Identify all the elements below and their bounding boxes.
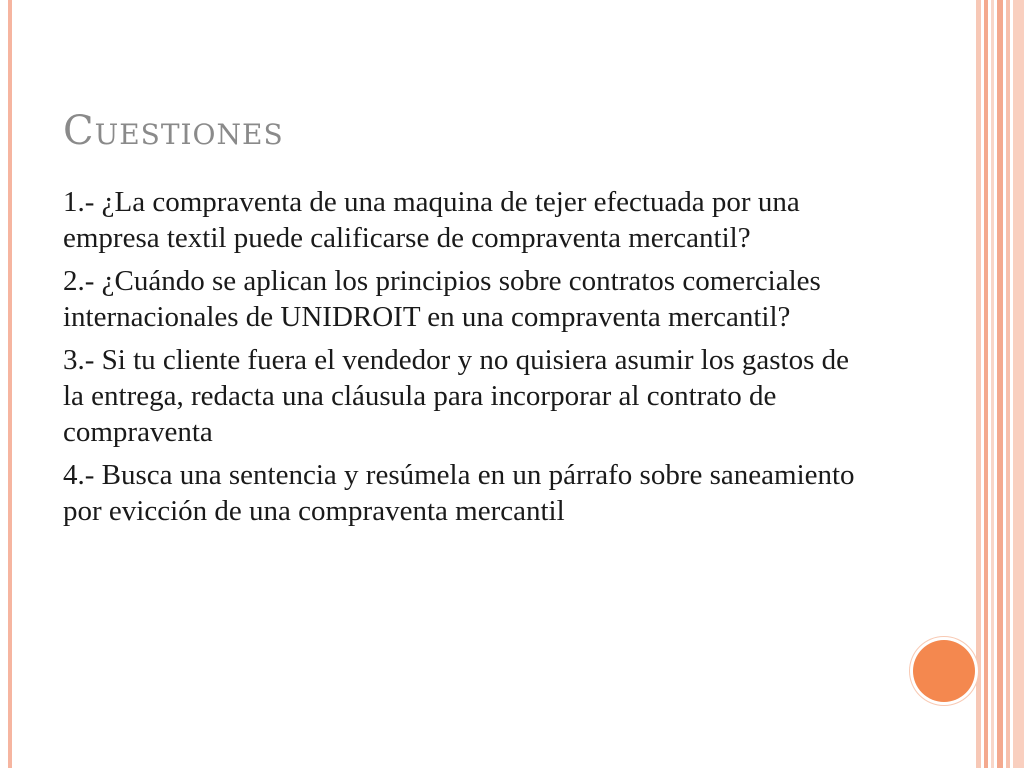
question-item: 4.- Busca una sentencia y resúmela en un párrafo sobre saneamiento por evicción de una compraventa mercantil bbox=[63, 459, 855, 527]
decorative-stripe bbox=[984, 0, 988, 768]
question-item: 3.- Si tu cliente fuera el vendedor y no quisiera asumir los gastos de la entrega, redacta una cláusula para incorporar al contrato de compraventa bbox=[63, 344, 850, 448]
question-item: 1.- ¿La compraventa de una maquina de tejer efectuada por una empresa textil puede calificarse de compraventa mercantil? bbox=[63, 186, 800, 254]
decorative-stripe bbox=[1013, 0, 1024, 768]
decorative-stripe bbox=[991, 0, 994, 768]
question-list bbox=[63, 184, 863, 536]
decorative-stripe bbox=[976, 0, 981, 768]
left-border-line bbox=[8, 0, 12, 768]
decorative-stripe bbox=[1006, 0, 1010, 768]
decorative-stripe bbox=[997, 0, 1003, 768]
accent-circle-icon bbox=[913, 640, 975, 702]
slide-title: Cuestiones bbox=[63, 108, 284, 154]
question-item: 2.- ¿Cuándo se aplican los principios sobre contratos comerciales internacionales de UNIDROIT en una compraventa mercantil? bbox=[63, 265, 821, 333]
